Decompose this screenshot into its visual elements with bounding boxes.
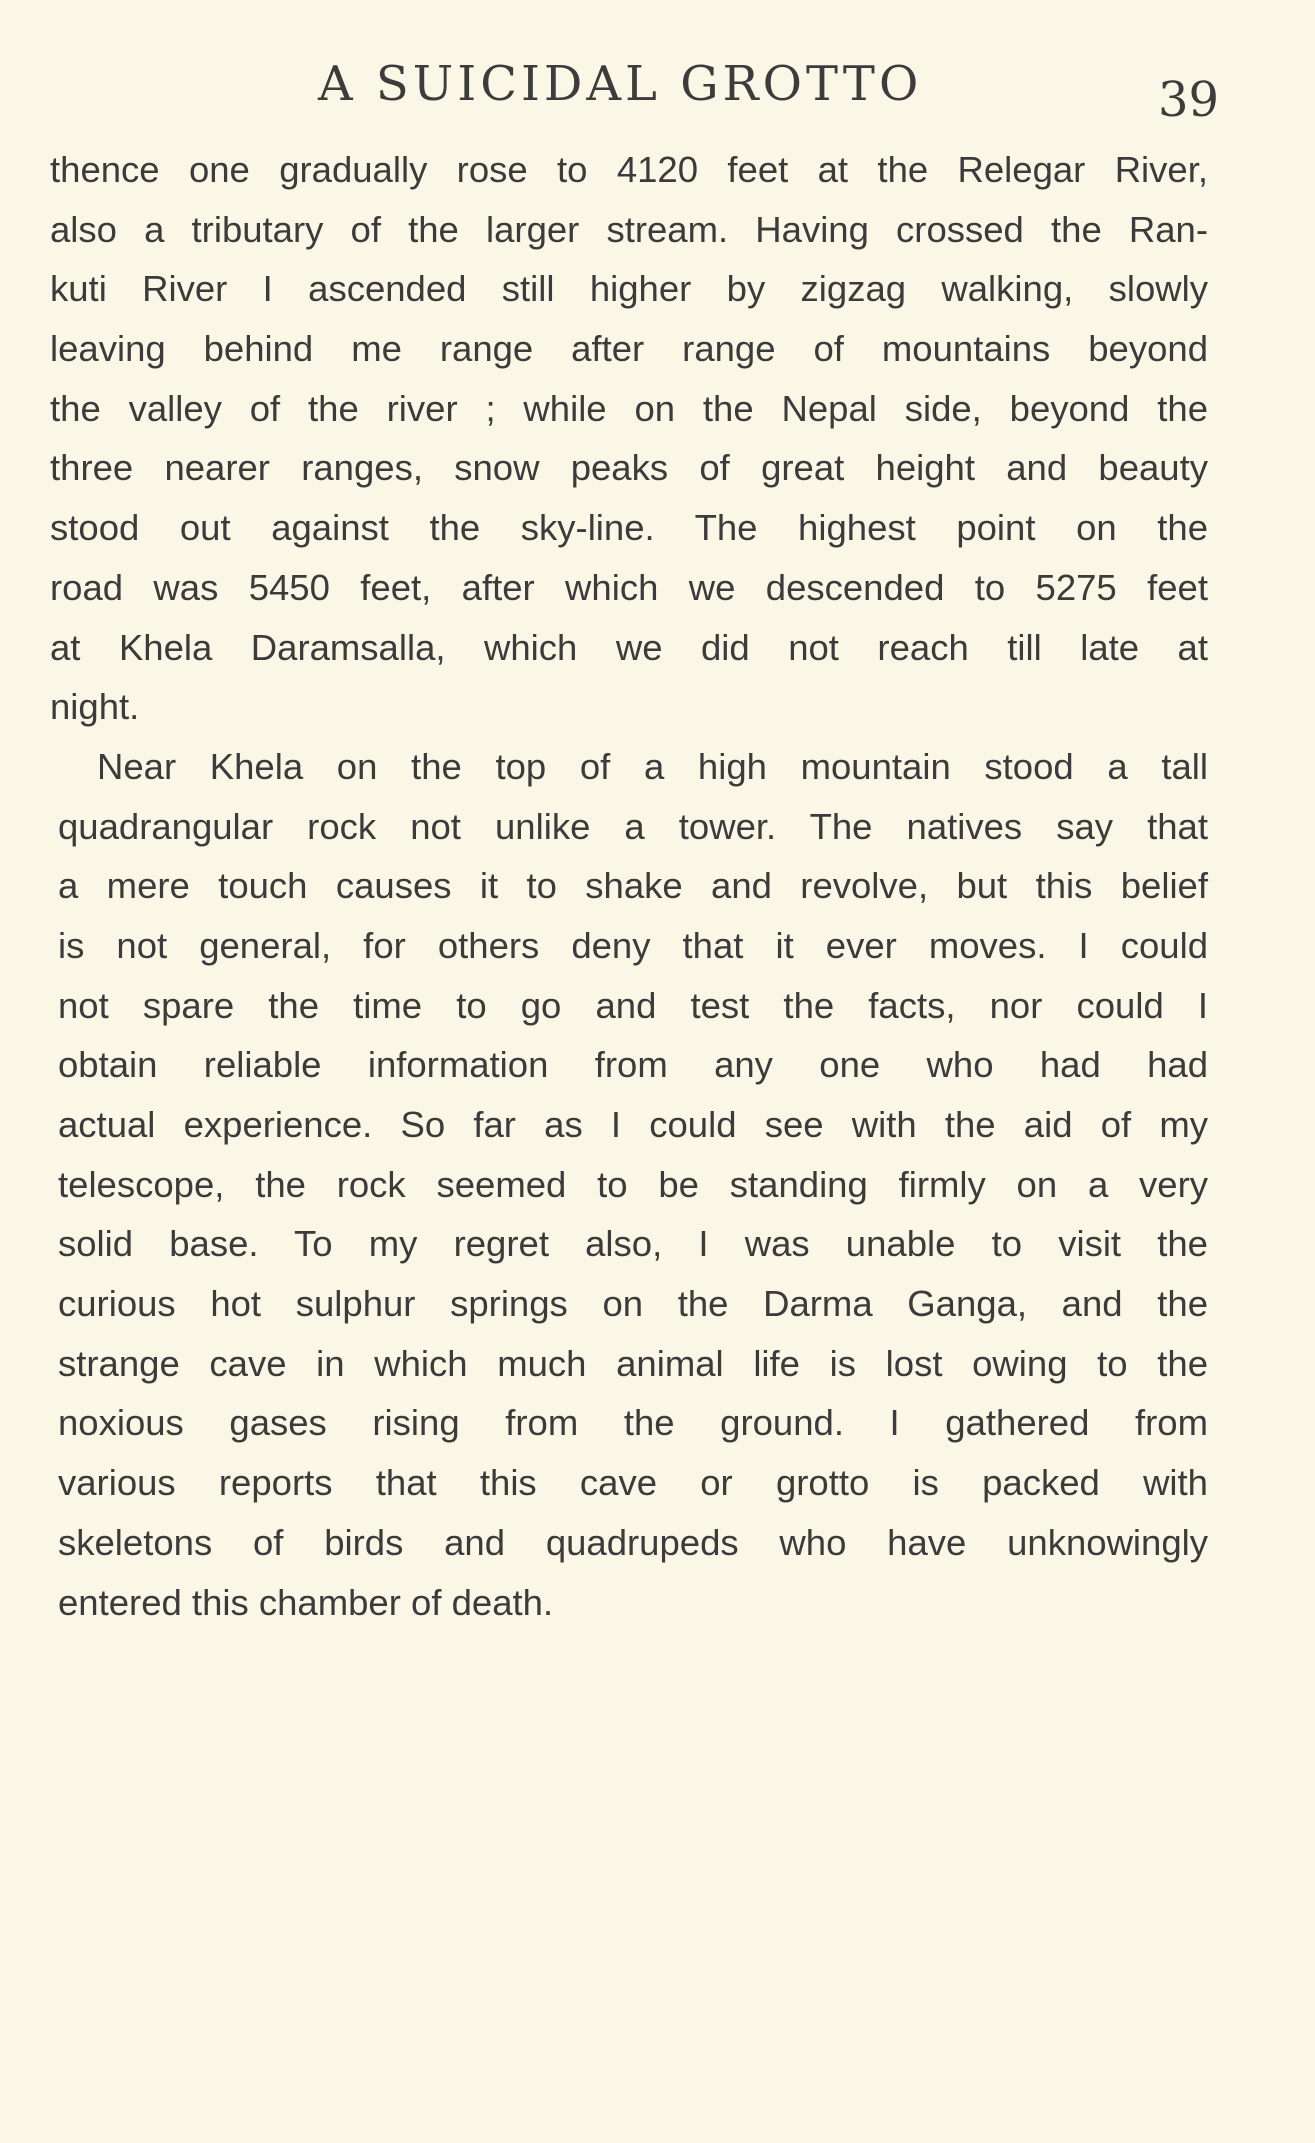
text-line: leaving behind me range after range of mountains beyond	[50, 328, 1208, 370]
text-line: kuti River I ascended still higher by zigzag walking, slowly	[50, 268, 1208, 310]
text-line: thence one gradually rose to 4120 feet at the Relegar River,	[50, 149, 1208, 190]
text-line: curious hot sulphur springs on the Darma Ganga, and the	[58, 1283, 1208, 1325]
paragraph-2	[50, 737, 1208, 1632]
text-line: obtain reliable information from any one who had had	[58, 1044, 1208, 1086]
text-line: stood out against the sky-line. The highest point on the	[50, 507, 1208, 549]
text-line: not spare the time to go and test the facts, nor could I	[58, 984, 1208, 1026]
text-line: the valley of the river ; while on the Nepal side, beyond the	[50, 387, 1208, 429]
text-line: Near Khela on the top of a high mountain stood a tall	[97, 745, 1208, 787]
text-line: actual experience. So far as I could see with the aid of my	[58, 1104, 1208, 1145]
running-head	[0, 56, 1315, 126]
text-line: night.	[50, 686, 140, 728]
text-line: also a tributary of the larger stream. Having crossed the Ran-	[50, 208, 1208, 250]
page-number: 39	[1158, 72, 1220, 128]
text-line: entered this chamber of death.	[58, 1581, 554, 1623]
running-title: A SUICIDAL GROTTO	[318, 56, 923, 112]
text-line: skeletons of birds and quadrupeds who have unknowingly	[58, 1521, 1208, 1563]
paragraph-1	[50, 140, 1208, 737]
text-line: solid base. To my regret also, I was unable to visit the	[58, 1223, 1208, 1265]
text-line: noxious gases rising from the ground. I gathered from	[58, 1402, 1208, 1444]
body-text	[50, 140, 1208, 1632]
text-line: strange cave in which much animal life is lost owing to the	[58, 1342, 1208, 1384]
text-line: road was 5450 feet, after which we descended to 5275 feet	[50, 566, 1208, 608]
text-line: is not general, for others deny that it ever moves. I could	[58, 924, 1208, 966]
text-line: various reports that this cave or grotto is packed with	[58, 1462, 1208, 1504]
text-line: three nearer ranges, snow peaks of great height and beauty	[50, 447, 1208, 489]
text-line: telescope, the rock seemed to be standing firmly on a very	[58, 1163, 1208, 1205]
text-line: at Khela Daramsalla, which we did not reach till late at	[50, 626, 1208, 668]
text-line: quadrangular rock not unlike a tower. The natives say that	[58, 805, 1208, 847]
text-line: a mere touch causes it to shake and revolve, but this belief	[58, 865, 1208, 907]
